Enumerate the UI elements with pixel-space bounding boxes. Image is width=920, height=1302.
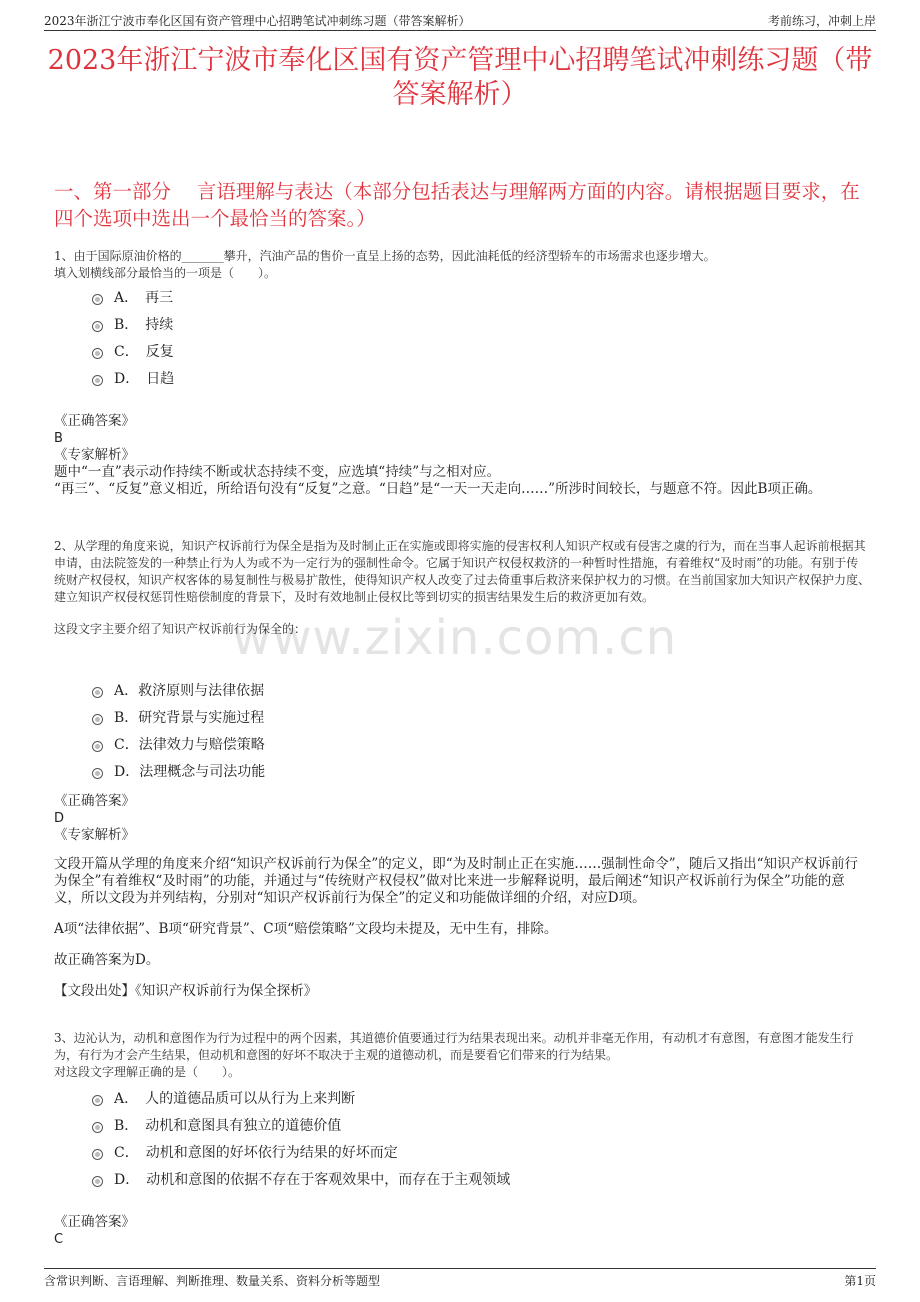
question-1-stem — [54, 248, 870, 282]
header-right: 考前练习，冲刺上岸 — [767, 14, 876, 28]
question-2-stem — [54, 538, 870, 638]
radio-icon[interactable] — [92, 714, 103, 725]
question-1-prompt: 填入划横线部分最恰当的一项是（ ）。 — [54, 266, 277, 280]
analysis-label: 《专家解析》 — [54, 447, 135, 463]
page-footer — [44, 1268, 876, 1289]
question-2-prompt: 这段文字主要介绍了知识产权诉前行为保全的： — [54, 622, 307, 636]
radio-icon[interactable] — [92, 1122, 103, 1133]
answer-label: 《正确答案》 — [54, 1214, 135, 1230]
radio-icon[interactable] — [92, 1176, 103, 1187]
question-1-text: 1、由于国际原油价格的_______攀升，汽油产品的售价一直呈上扬的态势，因此油耗低的经济型轿车的市场需求也逐步增大。 — [54, 249, 716, 263]
question-3-answer-block — [54, 1214, 866, 1248]
question-2-answer-block — [54, 793, 866, 1000]
radio-icon[interactable] — [92, 348, 103, 359]
header-left: 2023年浙江宁波市奉化区国有资产管理中心招聘笔试冲刺练习题（带答案解析） — [44, 14, 471, 28]
analysis-text: “再三”、“反复”意义相近，所给语句没有“反复”之意。“日趋”是“一天一天走向……”所涉时间较长，与题意不符。因此B项正确。 — [54, 481, 822, 497]
radio-icon[interactable] — [92, 294, 103, 305]
question-1-answer-block — [54, 413, 866, 498]
question-3-stem — [54, 1030, 870, 1081]
question-3-prompt: 对这段文字理解正确的是（ ）。 — [54, 1065, 241, 1079]
analysis-text: 题中“一直”表示动作持续不断或状态持续不变，应选填“持续”与之相对应。 — [54, 464, 501, 480]
question-3-text: 3、边沁认为，动机和意图作为行为过程中的两个因素，其道德价值要通过行为结果表现出来。动机并非毫无作用，有动机才有意图，有意图才能发生行为，有行为才会产生结果，但动机和意图的好坏不取决于主观的道德动机，而是要看它们带来的行为结果。 — [54, 1031, 854, 1062]
analysis-text: 文段开篇从学理的角度来介绍“知识产权诉前行为保全”的定义，即“为及时制止正在实施……强制性命令”，随后又指出“知识产权诉前行为保全”有着维权“及时雨”的功能，并通过与“传统财产权侵权”做对比来进一步解释说明，最后阐述“知识产权诉前行为保全”功能的意义，所以文段为并列结构，分别对“知识产权诉前行为保全”的定义和功能做详细的介绍，对应D项。 — [54, 856, 859, 906]
radio-icon[interactable] — [92, 1095, 103, 1106]
section-heading: 一、第一部分 言语理解与表达（本部分包括表达与理解两方面的内容。请根据题目要求，在四个选项中选出一个最恰当的答案。） — [54, 180, 860, 230]
answer-label: 《正确答案》 — [54, 413, 135, 429]
answer-label: 《正确答案》 — [54, 793, 135, 809]
analysis-label: 《专家解析》 — [54, 827, 135, 843]
radio-icon[interactable] — [92, 321, 103, 332]
analysis-text: A项“法律依据”、B项“研究背景”、C项“赔偿策略”文段均未提及，无中生有，排除。 — [54, 921, 558, 937]
page-number: 第1页 — [844, 1274, 876, 1288]
answer-value: C — [54, 1232, 64, 1247]
radio-icon[interactable] — [92, 1149, 103, 1160]
analysis-text: 故正确答案为D。 — [54, 952, 160, 968]
page-title: 2023年浙江宁波市奉化区国有资产管理中心招聘笔试冲刺练习题（带答案解析） — [47, 45, 873, 110]
footer-left: 含常识判断、言语理解、判断推理、数量关系、资料分析等题型 — [44, 1274, 381, 1288]
watermark: www.zixin.com.cn — [232, 610, 678, 666]
answer-value: B — [54, 431, 63, 446]
radio-icon[interactable] — [92, 375, 103, 386]
page-header — [44, 10, 876, 31]
radio-icon[interactable] — [92, 687, 103, 698]
source-text: 【文段出处】《知识产权诉前行为保全探析》 — [54, 983, 318, 999]
question-2-text: 2、从学理的角度来说，知识产权诉前行为保全是指为及时制止正在实施或即将实施的侵害权利人知识产权或有侵害之虞的行为，而在当事人起诉前根据其申请，由法院签发的一种禁止行为人为或不为一定行为的强制性命令。它属于知识产权侵权救济的一种暂时性措施，有着维权“及时雨”的功能。有别于传统财产权侵权，知识产权客体的易复制性与极易扩散性，使得知识产权人改变了过去倚重事后救济来保护权力的习惯。在当前国家加大知识产权保护力度、建立知识产权侵权惩罚性赔偿制度的背景下，及时有效地制止侵权比等到切实的损害结果发生后的救济更加有效。 — [54, 539, 871, 604]
radio-icon[interactable] — [92, 768, 103, 779]
answer-value: D — [54, 811, 65, 826]
radio-icon[interactable] — [92, 741, 103, 752]
